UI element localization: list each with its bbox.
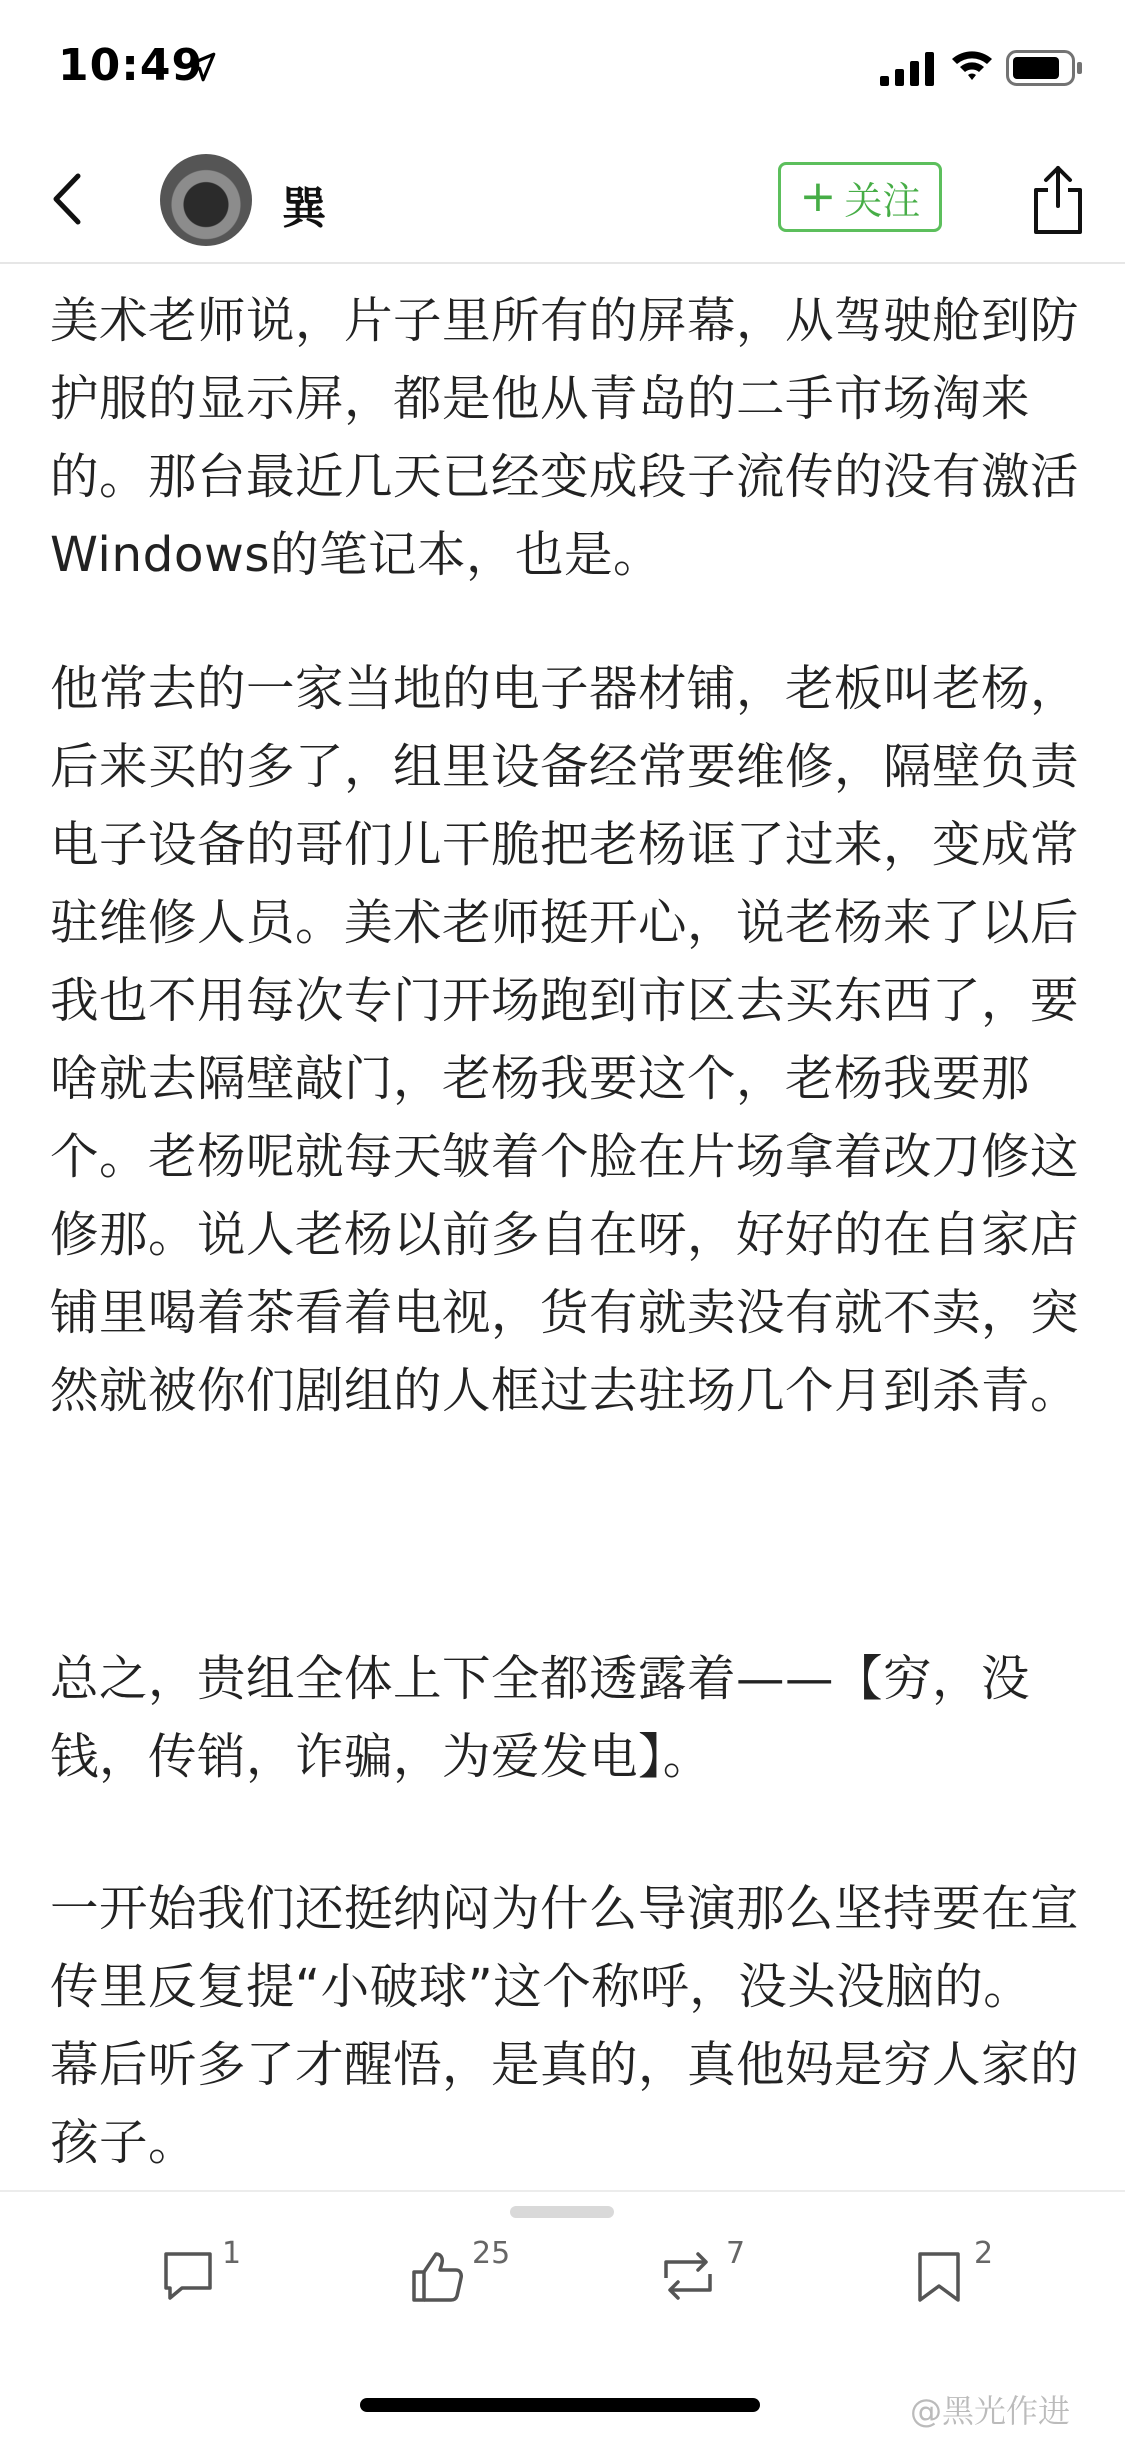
thumbs-up-icon xyxy=(408,2248,466,2306)
back-arrow-icon[interactable] xyxy=(38,164,98,234)
post-paragraph: 一开始我们还挺纳闷为什么导演那么坚持要在宣传里反复提“小破球”这个称呼，没头没脑的。幕后听多了才醒悟，是真的，真他妈是穷人家的孩子。 xyxy=(50,1881,1080,2171)
wifi-icon xyxy=(950,46,994,84)
plus-icon: + xyxy=(799,171,837,222)
post-paragraph: 总之，贵组全体上下全都透露着——【穷，没钱，传销，诈骗，为爱发电】。 xyxy=(50,1651,1031,1785)
bookmark-count: 2 xyxy=(974,2236,994,2271)
watermark: @黑光作进 xyxy=(910,2392,1071,2430)
like-button[interactable] xyxy=(408,2236,518,2346)
repost-button[interactable] xyxy=(656,2236,756,2346)
post-body[interactable] xyxy=(0,262,1125,2190)
cellular-signal-icon xyxy=(880,52,936,86)
location-arrow-icon xyxy=(184,50,218,84)
user-avatar[interactable] xyxy=(160,154,252,246)
bookmark-button[interactable] xyxy=(914,2236,1004,2346)
status-bar xyxy=(0,0,1125,140)
share-icon[interactable] xyxy=(1030,162,1086,236)
nav-bar xyxy=(0,140,1125,264)
like-count: 25 xyxy=(472,2236,511,2271)
comment-button[interactable] xyxy=(160,2236,250,2346)
home-indicator xyxy=(360,2398,760,2412)
comment-icon xyxy=(160,2248,216,2304)
drag-handle[interactable] xyxy=(510,2206,614,2218)
repost-count: 7 xyxy=(726,2236,746,2271)
follow-label: 关注 xyxy=(844,178,921,223)
battery-icon xyxy=(1006,50,1084,86)
follow-button[interactable] xyxy=(778,162,942,232)
status-time: 10:49 xyxy=(58,40,204,91)
bookmark-icon xyxy=(914,2248,964,2306)
comment-count: 1 xyxy=(222,2236,242,2271)
username[interactable]: 巽 xyxy=(282,183,326,234)
repost-icon xyxy=(656,2248,720,2304)
post-paragraph: 他常去的一家当地的电子器材铺，老板叫老杨，后来买的多了，组里设备经常要维修，隔壁负责电子设备的哥们儿干脆把老杨诓了过来，变成常驻维修人员。美术老师挺开心，说老杨来了以后我也不用每次专门开场跑到市区去买东西了，要啥就去隔壁敲门，老杨我要这个，老杨我要那个。老杨呢就每天皱着个脸在片场拿着改刀修这修那。说人老杨以前多自在呀，好好的在自家店铺里喝着茶看着电视，货有就卖没有就不卖，突然就被你们剧组的人框过去驻场几个月到杀青。 xyxy=(50,661,1080,1419)
post-paragraph: 美术老师说，片子里所有的屏幕，从驾驶舱到防护服的显示屏，都是他从青岛的二手市场淘来的。那台最近几天已经变成段子流传的没有激活Windows的笔记本，也是。 xyxy=(50,293,1080,583)
